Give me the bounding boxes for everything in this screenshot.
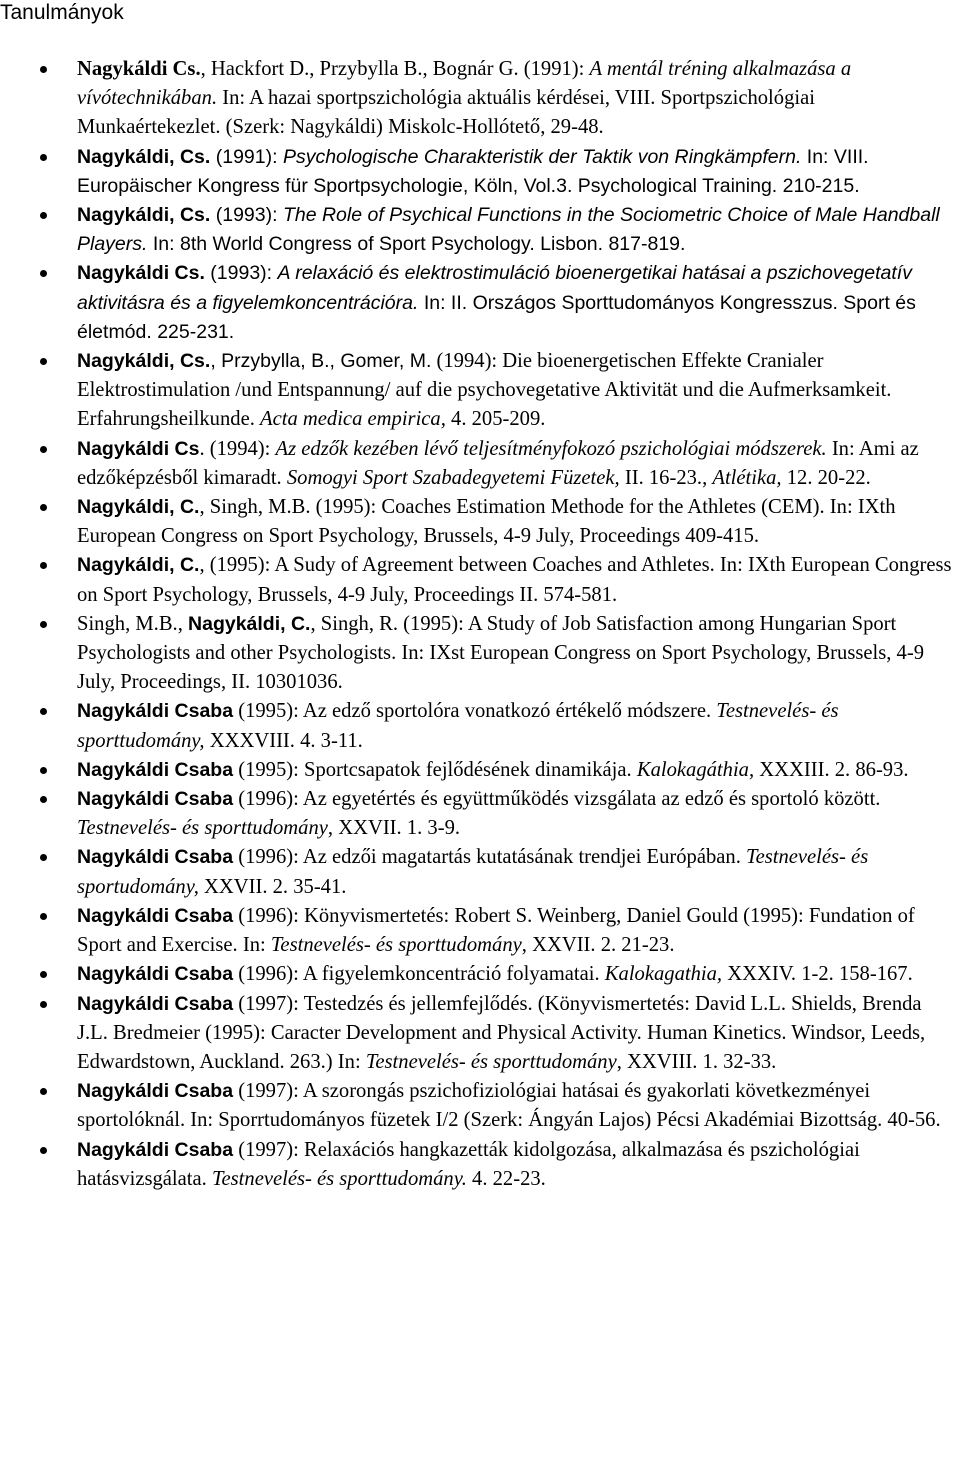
reference-text: 12. 20-22. [781,466,871,489]
reference-item [0,1136,958,1194]
reference-text: , (1995): A Sudy of Agreement between Coaches and Athletes. In: IXth European Congress on Sport Psychology, Brussels, 4-9 July, Proceedings II. 574-581. [77,554,952,606]
reference-item [0,843,958,901]
reference-text: In: VIII. Europäischer Kongress für Sportpsychologie, Köln, Vol.3. Psychological Training. 210-215. [77,145,869,197]
reference-text: (1996): Az egyetértés és együttműködés vizsgálata az edző és sportoló között. [233,788,881,811]
reference-text: XXVII. 2. 35-41. [198,875,347,898]
reference-text: (1997): Relaxációs hangkazetták kidolgozása, alkalmazása és pszichológiai hatásvizsgálata. [77,1138,860,1190]
author-name: Nagykáldi Csaba [77,846,234,869]
reference-title: Testnevelés- és sporttudomány, [77,700,839,752]
reference-item [0,55,958,143]
reference-title: Psychologische Charakteristik der Taktik von Ringkämpfern. [282,145,802,168]
bullet-icon [40,154,47,161]
reference-title: Testnevelés- és sporttudomány [77,817,328,840]
reference-item [0,756,958,785]
reference-title: Kalokagathia, [604,963,723,986]
reference-item [0,201,958,259]
author-name: Nagykáldi, Cs. [77,204,211,227]
reference-item [0,785,958,843]
reference-item [0,435,958,493]
bullet-icon [40,504,47,511]
reference-text: , Przybylla, B., Gomer, M. [210,350,432,373]
reference-text: (1991): [210,145,283,168]
bullet-icon [40,270,47,277]
reference-text: (1996): A figyelemkoncentráció folyamatai. [233,963,605,986]
reference-text: Singh, M.B., [77,612,189,635]
page-title: Tanulmányok [0,1,124,24]
reference-text: 4. 205-209. [445,408,546,431]
reference-title: Acta medica empirica, [260,408,446,431]
bullet-icon [40,767,47,774]
bullet-icon [40,1147,47,1154]
reference-text: , XXVII. 2. 21-23. [521,934,675,957]
reference-title: A mentál tréning alkalmazása a vívótechnikában. [77,58,852,110]
reference-text: 4. 22-23. [466,1167,546,1190]
reference-item [0,493,958,551]
author-name: Nagykáldi Cs. [77,262,205,285]
reference-text: , Singh, M.B. (1995): Coaches Estimation Methode for the Athletes (CEM). In: IXth European Congress on Sport Psychology, Brussels, 4-9 July, Proceedings 409-415. [77,496,896,548]
reference-text: (1995): Az edző sportolóra vonatkozó értékelő módszere. [233,700,717,723]
reference-title: Kalokagáthia, [636,758,755,781]
reference-item [0,347,958,435]
reference-title: Atlétika, [712,466,782,489]
reference-text: (1997): A szorongás pszichofiziológiai hatásai és gyakorlati következményei sportolóknál. In: Sporrtudományos füzetek I/2 (Szerk: Ángyán Lajos) Pécsi Akadémiai Bizottság. 40-56. [77,1080,941,1132]
bullet-icon [40,446,47,453]
reference-text: In: II. Országos Sporttudományos Kongresszus. Sport és életmód. 225-231. [77,291,916,343]
author-name: Nagykáldi Csaba [77,963,234,986]
reference-title: Testnevelés- és sporttudomány [365,1050,617,1073]
author-name: Nagykáldi Cs [77,437,200,460]
reference-title: Testnevelés- és sportudomány, [77,846,869,898]
reference-text: (1993): [210,204,283,227]
reference-text: In: 8th World Congress of Sport Psychology. Lisbon. 817-819. [147,233,686,256]
bullet-icon [40,1001,47,1008]
bullet-icon [40,971,47,978]
reference-text: XXXIII. 2. 86-93. [754,758,909,781]
reference-text: (1994): Die bioenergetischen Effekte Cranialer Elektrostimulation /und Entspannung/ auf die psychovegetative Aktivität und die Aufmerksamkeit. Erfahrungsheilkunde. [77,350,892,431]
reference-text: (1995): Sportcsapatok fejlődésének dinamikája. [233,758,637,781]
reference-text: . (1994): [199,437,276,460]
bullet-icon [40,913,47,920]
reference-text: , Singh, R. (1995): A Study of Job Satisfaction among Hungarian Sport Psychologists and other Psychologists. In: IXst European Congress on Sport Psychology, Brussels, 4-9 July, Proceedings, II. 10301036. [77,612,924,694]
bullet-icon [40,358,47,365]
reference-text: , XXVIII. 1. 32-33. [616,1050,777,1073]
reference-text: XXXIV. 1-2. 158-167. [722,963,913,986]
reference-item [0,960,958,989]
author-name: Nagykáldi Csaba [77,904,234,927]
reference-title: Testnevelés- és sporttudomány. [211,1167,467,1190]
author-name: Nagykáldi Csaba [77,758,234,781]
author-name: Nagykáldi Cs. [77,58,201,80]
bullet-icon [40,854,47,861]
author-name: Nagykáldi, C. [188,612,311,635]
reference-title: Somogyi Sport Szabadegyetemi Füzetek, [286,466,620,489]
author-name: Nagykáldi, Cs. [77,145,211,168]
reference-text: XXXVIII. 4. 3-11. [204,729,363,752]
bullet-icon [40,212,47,219]
reference-text: (1996): Könyvismertetés: Robert S. Weinberg, Daniel Gould (1995): Fundation of Sport and Exercise. In: [77,904,915,957]
reference-item [0,697,958,755]
bullet-icon [40,621,47,628]
bullet-icon [40,1088,47,1095]
author-name: Nagykáldi Csaba [77,992,234,1015]
author-name: Nagykáldi Csaba [77,700,234,723]
reference-item [0,259,958,347]
author-name: Nagykáldi Csaba [77,1080,234,1103]
reference-text: (1996): Az edzői magatartás kutatásának trendjei Európában. [233,846,747,869]
reference-title: A relaxáció és elektrostimuláció bioenergetikai hatásai a pszichovegetatív aktivitásra és a figyelemkoncentrációra. [77,262,912,314]
author-name: Nagykáldi, Cs. [77,350,211,373]
bullet-icon [40,66,47,73]
reference-title: Az edzők kezében lévő teljesítményfokozó pszichológiai módszerek. [275,437,827,460]
reference-item [0,990,958,1078]
author-name: Nagykáldi, C. [77,554,200,577]
reference-item [0,902,958,960]
reference-text: II. 16-23., [619,466,713,489]
bullet-icon [40,562,47,569]
reference-text: (1997): Testedzés és jellemfejlődés. (Könyvismertetés: David L.L. Shields, Brenda J.L. Bredmeier (1995): Caracter Development and Physical Activity. Human Kinetics. Windsor, Leeds, Edwardstown, Auckland. 263.) In: [77,992,926,1073]
reference-item [0,610,958,698]
author-name: Nagykáldi Csaba [77,1138,234,1161]
reference-list [0,55,958,1194]
reference-text: In: A hazai sportpszichológia aktuális kérdései, VIII. Sportpszichológiai Munkaértekezlet. (Szerk: Nagykáldi) Miskolc-Hollótető, 29-48. [77,87,815,139]
reference-text: (1993): [204,262,278,285]
reference-item [0,551,958,609]
reference-item [0,143,958,201]
reference-text: , XXVII. 1. 3-9. [327,817,461,840]
reference-title: Testnevelés- és sporttudomány [270,934,522,957]
author-name: Nagykáldi Csaba [77,788,234,811]
reference-title: The Role of Psychical Functions in the Sociometric Choice of Male Handball Players. [77,204,940,256]
bullet-icon [40,708,47,715]
reference-text: In: Ami az edzőképzésből kimaradt. [77,437,919,489]
author-name: Nagykáldi, C. [77,496,200,519]
reference-item [0,1077,958,1135]
bullet-icon [40,796,47,803]
reference-text: , Hackfort D., Przybylla B., Bognár G. (1991): [200,58,590,80]
